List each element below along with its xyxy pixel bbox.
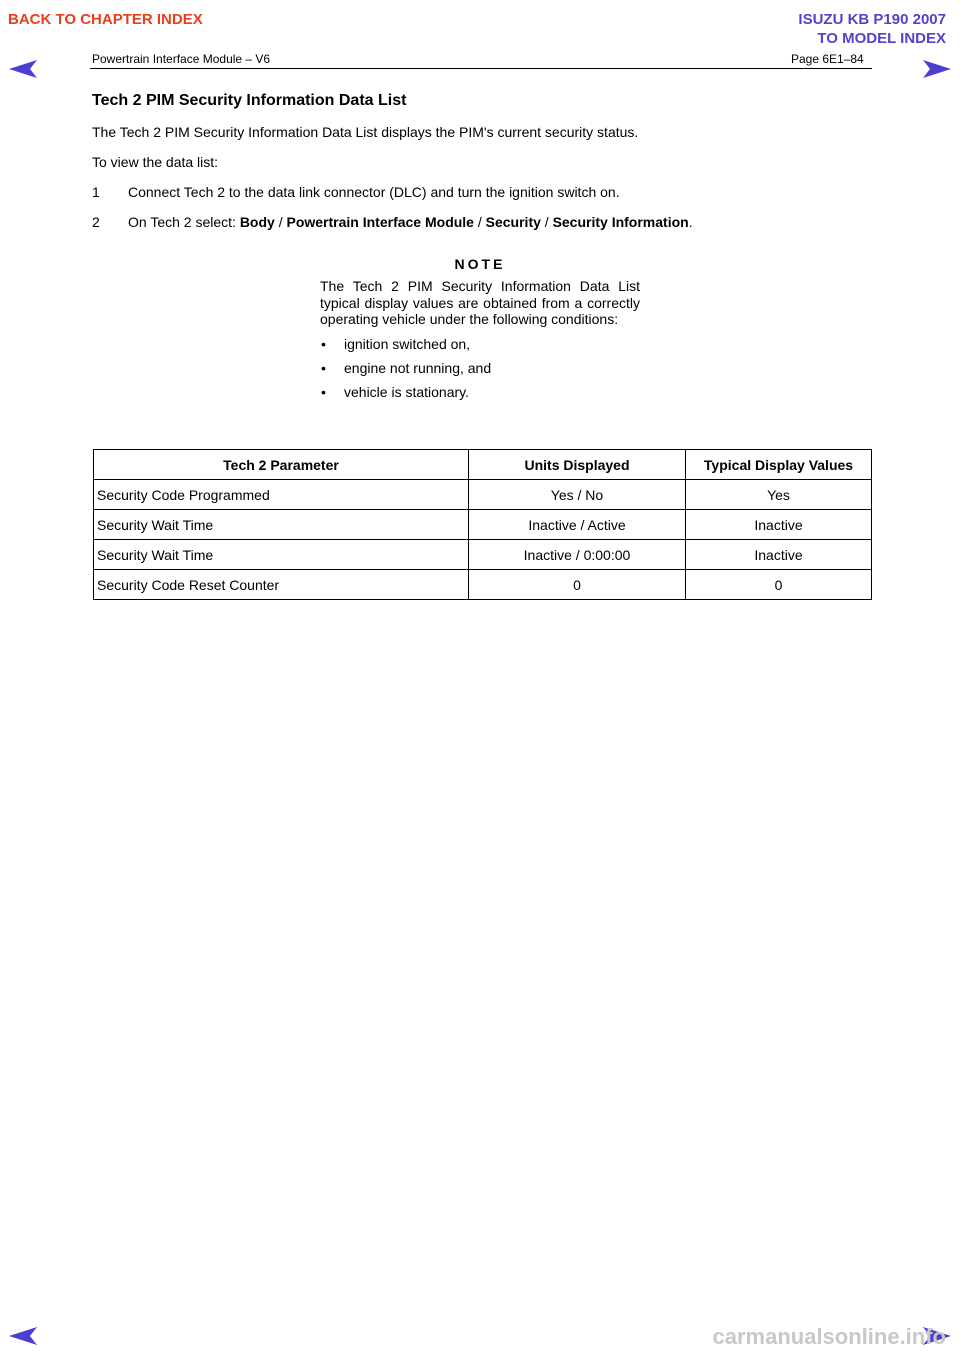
menu-path-security: Security bbox=[485, 214, 541, 230]
cell-units: Yes / No bbox=[469, 480, 686, 510]
table-row bbox=[94, 540, 872, 570]
step-1 bbox=[92, 184, 872, 200]
path-separator: / bbox=[473, 214, 486, 230]
page-title: Tech 2 PIM Security Information Data List bbox=[92, 92, 407, 109]
header-typical-values: Typical Display Values bbox=[686, 450, 872, 480]
cell-typical: Inactive bbox=[686, 510, 872, 540]
note-bullet-text: ignition switched on, bbox=[344, 335, 471, 352]
table-row bbox=[94, 480, 872, 510]
note-title: NOTE bbox=[454, 256, 506, 272]
path-separator: / bbox=[540, 214, 553, 230]
note-text: The Tech 2 PIM Security Information Data List typical display values are obtained from a correctly operating vehicle under the following conditions: bbox=[320, 278, 640, 327]
cell-typical: Yes bbox=[686, 480, 872, 510]
path-separator: / bbox=[274, 214, 287, 230]
menu-path-body: Body bbox=[239, 214, 275, 230]
data-list-table bbox=[93, 449, 872, 600]
step-2 bbox=[92, 214, 872, 230]
step-number: 1 bbox=[92, 184, 100, 200]
note-box bbox=[320, 256, 640, 408]
to-model-index-link[interactable]: TO MODEL INDEX bbox=[817, 30, 946, 47]
cell-parameter: Security Wait Time bbox=[94, 540, 469, 570]
main-content bbox=[92, 92, 872, 593]
table-row bbox=[94, 570, 872, 600]
cell-units: Inactive / Active bbox=[469, 510, 686, 540]
intro-paragraph: The Tech 2 PIM Security Information Data List displays the PIM's current security status. bbox=[92, 124, 639, 140]
model-title: ISUZU KB P190 2007 bbox=[798, 11, 946, 28]
back-to-chapter-index-link[interactable]: BACK TO CHAPTER INDEX bbox=[8, 11, 203, 28]
cell-parameter: Security Code Programmed bbox=[94, 480, 469, 510]
note-bullet-text: engine not running, and bbox=[344, 359, 492, 376]
cell-parameter: Security Code Reset Counter bbox=[94, 570, 469, 600]
arrow-prev-icon[interactable] bbox=[8, 1325, 38, 1347]
note-bullet-text: vehicle is stationary. bbox=[344, 383, 470, 400]
cell-units: Inactive / 0:00:00 bbox=[469, 540, 686, 570]
header-page-number: Page 6E1–84 bbox=[791, 52, 864, 66]
cell-typical: 0 bbox=[686, 570, 872, 600]
note-bullet: • engine not running, and bbox=[321, 359, 492, 376]
step-text bbox=[128, 214, 693, 230]
arrow-prev-icon[interactable] bbox=[8, 58, 38, 80]
table-header-row bbox=[94, 450, 872, 480]
menu-path-security-information: Security Information bbox=[552, 214, 689, 230]
step-prefix: On Tech 2 select: bbox=[128, 214, 240, 230]
header-section-title: Powertrain Interface Module – V6 bbox=[92, 52, 271, 66]
table-row bbox=[94, 510, 872, 540]
header-tech2-parameter: Tech 2 Parameter bbox=[94, 450, 469, 480]
note-bullet: • ignition switched on, bbox=[321, 335, 471, 352]
menu-path-pim: Powertrain Interface Module bbox=[286, 214, 474, 230]
step-suffix: . bbox=[688, 214, 693, 230]
arrow-next-icon[interactable] bbox=[922, 58, 952, 80]
cell-parameter: Security Wait Time bbox=[94, 510, 469, 540]
view-intro: To view the data list: bbox=[92, 154, 219, 170]
note-bullet: • vehicle is stationary. bbox=[321, 383, 470, 400]
step-text: Connect Tech 2 to the data link connector (DLC) and turn the ignition switch on. bbox=[128, 184, 620, 200]
header-units-displayed: Units Displayed bbox=[469, 450, 686, 480]
step-number: 2 bbox=[92, 214, 100, 230]
watermark: carmanualsonline.info bbox=[712, 1324, 946, 1349]
cell-units: 0 bbox=[469, 570, 686, 600]
header-divider bbox=[90, 68, 872, 69]
cell-typical: Inactive bbox=[686, 540, 872, 570]
